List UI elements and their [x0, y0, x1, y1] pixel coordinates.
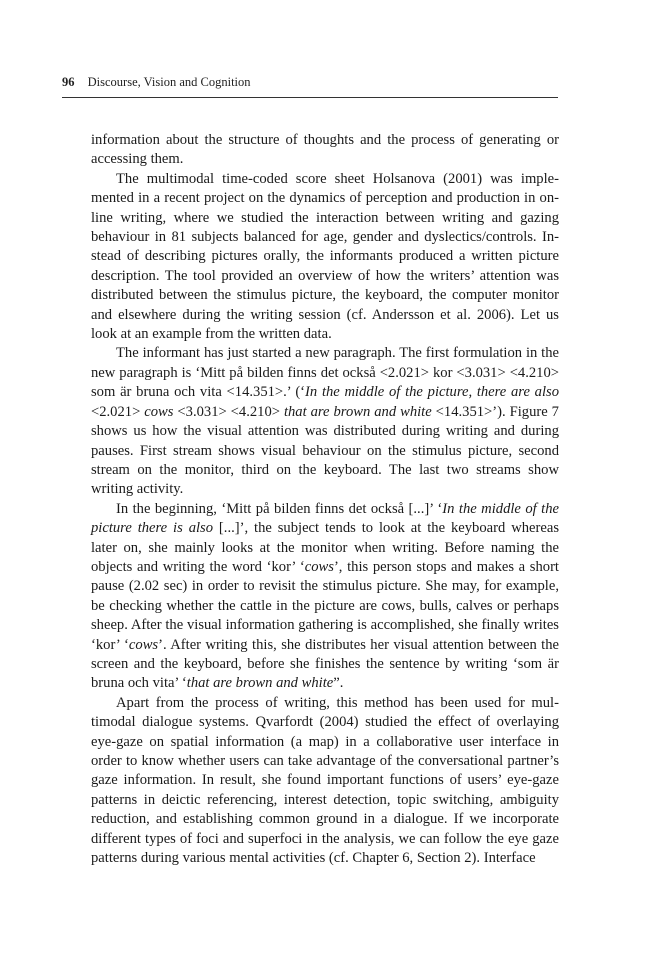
italic-run: cows — [128, 636, 159, 653]
text-run: In the beginning, ‘Mitt på bilden finns det också [...]’ ‘ — [116, 500, 443, 517]
header-rule — [62, 97, 558, 98]
text-run: information about the structure of thoughts and the process of generating or accessing them. — [91, 132, 559, 168]
text-run: ’. After writing this, she distributes her visual attention between the screen and the keyboard, before she finishes the sentence by writing ‘som är bruna och vita’ ‘ — [91, 636, 559, 692]
italic-run: In the middle of the picture there is also — [91, 500, 559, 537]
paragraph-4 — [91, 500, 559, 694]
paragraph-1 — [91, 131, 559, 170]
text-run: <2.021> — [91, 403, 145, 420]
text-run: [...]’, the subject tends to look at the keyboard whereas later on, she mainly looks at the monitor when writing. Before naming the objects and writing the word ‘kor’ ‘ — [91, 520, 559, 575]
italic-run: that are brown and white — [186, 675, 334, 692]
running-head — [62, 75, 558, 90]
text-run: Apart from the process of writing, this method has been used for multimodal dialogue systems. Qvarfordt (2004) studied the effect of overlaying eye-gaze on spatial information (a map) in a collaborative user interface in order to know whether users can take advantage of the conversational partner’s gaze information. In result, she found important functions of users’ eye-gaze patterns in deictic referencing, interest detection, topic switching, ambiguity reduction, and establishing common ground in a dialogue. If we incorporate different types of foci and superfoci in the analysis, we can follow the eye gaze patterns during various mental activities (cf. Chapter 6, Section 2). Interface — [91, 694, 559, 867]
text-run: The multimodal time-coded score sheet Holsanova (2001) was implemented in a recent project on the dynamics of perception and production in on-line writing, where we studied the interaction between writing and gazing behaviour in 81 subjects balanced for age, gender and dyslectics/controls. Instead of describing pictures orally, the informants produced a written picture description. The tool provided an overview of how the writers’ attention was distributed between the stimulus picture, the keyboard, the computer monitor and elsewhere during the writing session (cf. Andersson et al. 2006). Let us look at an example from the written data. — [91, 170, 559, 343]
paragraph-2 — [91, 170, 559, 345]
body-text — [91, 131, 559, 868]
italic-run: In the middle of the picture, there are also — [305, 384, 559, 401]
italic-run: that are brown and white — [283, 403, 432, 420]
page-number: 96 — [62, 75, 75, 89]
text-run: <14.351>’). Figure 7 shows us how the visual attention was distributed during writing and during pauses. First stream shows visual behaviour on the stimulus picture, second stream on the monitor, third on the keyboard. The last two streams show writing activity. — [91, 403, 559, 498]
text-run: ’, this person stops and makes a short pause (2.02 sec) in order to revisit the stimulus picture. She may, for example, be checking whether the cattle in the picture are cows, bulls, calves or perhaps sheep. After the visual information gathering is accomplished, she finally writes ‘kor’ ‘ — [91, 558, 559, 653]
book-title: Discourse, Vision and Cognition — [87, 75, 251, 89]
paragraph-3 — [91, 344, 559, 499]
italic-run: cows — [144, 403, 174, 420]
text-run: <3.031> <4.210> — [173, 403, 284, 420]
text-run: ”. — [333, 675, 344, 692]
italic-run: cows — [304, 558, 334, 575]
paragraph-5 — [91, 694, 559, 869]
text-run: The informant has just started a new paragraph. The first formulation in the new paragraph is ‘Mitt på bilden finns det också <2.021> kor <3.031> <4.210> som är bruna och vita <14.351>.’ (‘ — [91, 345, 559, 401]
